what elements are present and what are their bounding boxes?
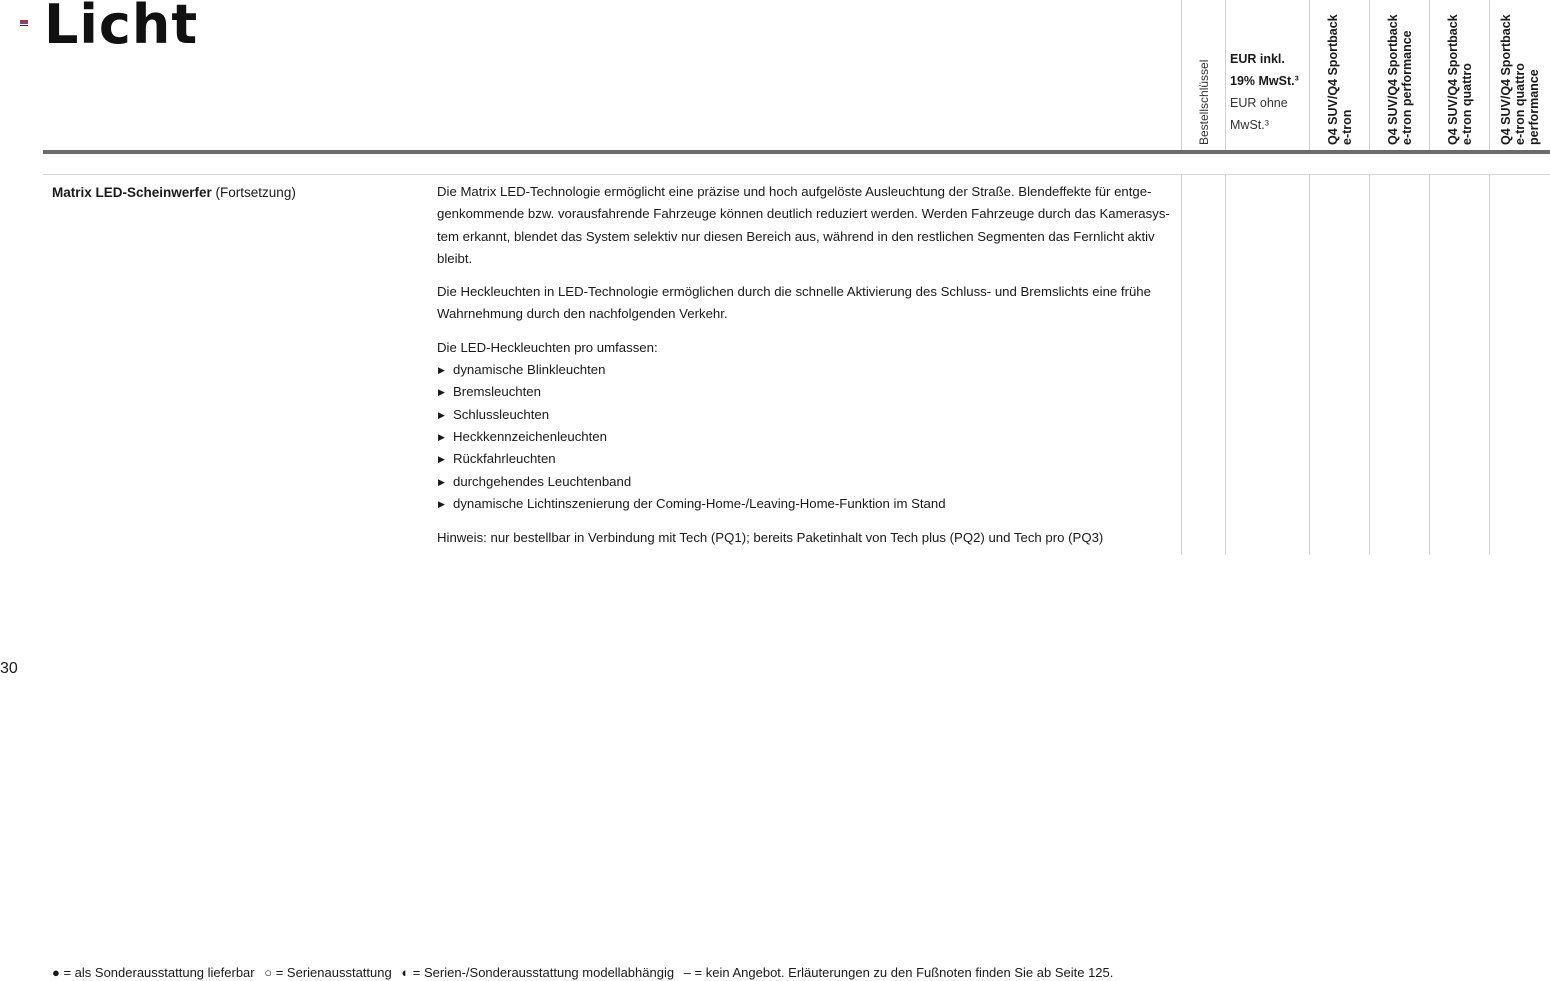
header-divider [1309,0,1310,150]
header-divider [1429,0,1430,150]
row-label-bold: Matrix LED-Scheinwerfer [52,185,212,200]
list-item: ▶ durchgehendes Leuchtenband [437,471,1177,493]
bullet-triangle-icon: ▶ [438,476,445,487]
column-header-model-1: Q4 SUV/Q4 Sportback e-tron [1326,14,1354,145]
body-divider [1369,175,1370,555]
page-number: 30 [0,660,18,677]
row-description [437,181,1177,549]
hint-text: Hinweis: nur bestellbar in Verbindung mit Tech (PQ1); bereits Paketinhalt von Tech plus (PQ2) und Tech pro (PQ3) [437,530,1104,546]
list-item: ▶ dynamische Blinkleuchten [437,359,1177,381]
price-excl-line2: MwSt.³ [1230,118,1269,132]
body-divider [1429,175,1430,555]
column-header-price [1230,48,1299,136]
list-item: ▶ Schlussleuchten [437,404,1177,426]
row-rule [43,174,1550,175]
description-paragraph-2: Die Heckleuchten in LED-Technologie ermöglichen durch die schnelle Aktivierung des Schluss- und Bremslichts eine frühe Wahrnehmung durch den nachfolgenden Verkehr. [437,284,1151,322]
column-header-model-2: Q4 SUV/Q4 Sportback e-tron performance [1386,14,1414,145]
list-item: ▶ Rückfahrleuchten [437,448,1177,470]
bullet-triangle-icon: ▶ [438,387,445,398]
bullet-triangle-icon: ▶ [438,454,445,465]
page-title: Licht [44,0,199,56]
bullet-triangle-icon: ▶ [438,409,445,420]
header-divider [1225,0,1226,150]
legend-dash: – = kein Angebot. Erläuterungen zu den Fußnoten finden Sie ab Seite 125. [683,965,1114,980]
description-paragraph-1: Die Matrix LED-Technologie ermöglicht eine präzise und hoch aufgelöste Ausleuchtung der Straße. Blendeffekte für entge-genkommende bzw. vorausfahrende Fahrzeuge können deutlich reduziert werden. Werden Fahrzeuge durch das Kamerasys-tem erkannt, blendet das System selektiv nur diesen Bereich aus, während in den restlichen Segmenten das Fernlicht aktiv bleibt. [437,184,1170,266]
price-incl-line1: EUR inkl. [1230,52,1285,66]
body-divider [1181,175,1182,555]
header-divider [1181,0,1182,150]
row-label-suffix: (Fortsetzung) [211,185,296,200]
bullet-triangle-icon: ▶ [438,498,445,509]
body-divider [1489,175,1490,555]
column-header-model-3: Q4 SUV/Q4 Sportback e-tron quattro [1446,14,1474,145]
list-item: ▶ dynamische Lichtinszenierung der Coming-Home-/Leaving-Home-Funktion im Stand [437,493,1177,515]
feature-list [437,359,1177,515]
legend-filled: ● = als Sonderausstattung lieferbar [52,965,255,980]
body-divider [1225,175,1226,555]
price-excl-line1: EUR ohne [1230,96,1288,110]
list-intro: Die LED-Heckleuchten pro umfassen: [437,339,658,355]
column-header-model-4: Q4 SUV/Q4 Sportback e-tron quattro performance [1499,14,1541,145]
body-divider [1309,175,1310,555]
header-divider [1489,0,1490,150]
price-incl-line2: 19% MwSt.³ [1230,74,1299,88]
bullet-triangle-icon: ▶ [438,365,445,376]
column-header-order-key: Bestellschlüssel [1197,59,1211,145]
bullet-triangle-icon: ▶ [438,431,445,442]
header-rule [43,150,1550,154]
row-label [52,183,296,203]
list-item: ▶ Bremsleuchten [437,381,1177,403]
flag-icon [20,20,28,27]
legend [52,963,1119,981]
list-item: ▶ Heckkennzeichenleuchten [437,426,1177,448]
header-divider [1369,0,1370,150]
legend-empty: ○ = Serienausstattung [264,965,392,980]
legend-half: ◐ = Serien-/Sonderausstattung modellabhängig [401,965,675,980]
